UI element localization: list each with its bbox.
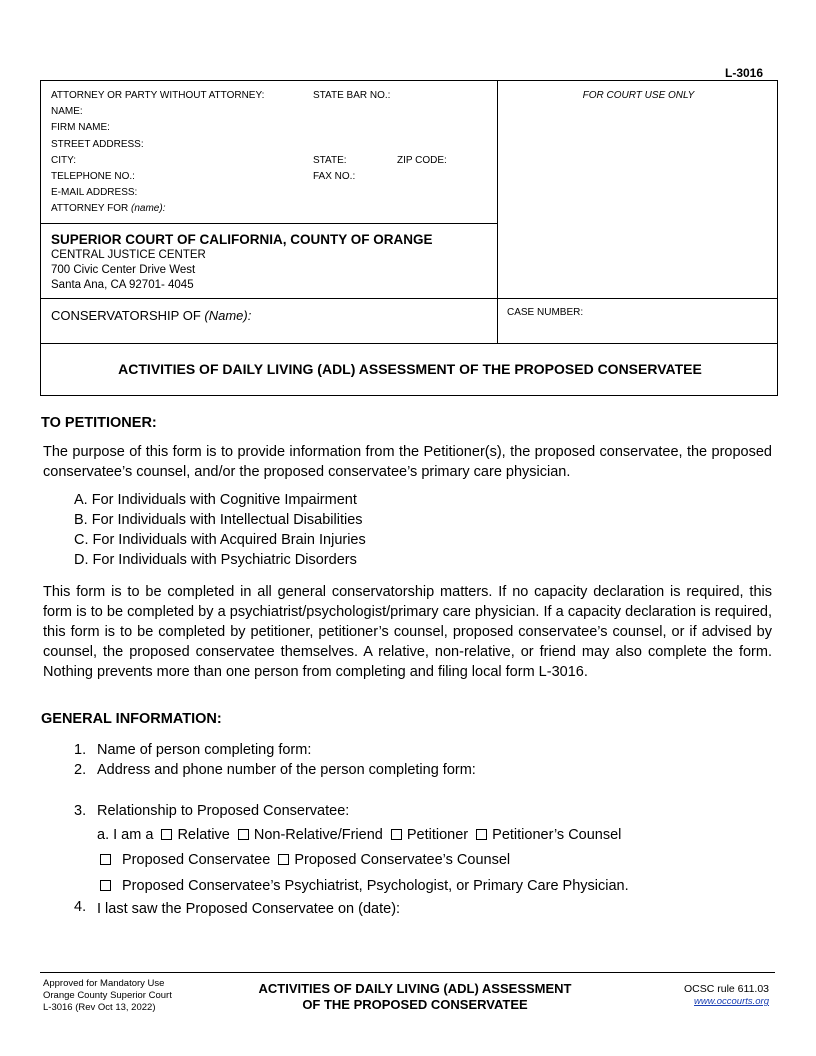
petitioner-checkbox[interactable] xyxy=(391,829,402,840)
state-label: STATE: xyxy=(313,154,347,166)
court-city: Santa Ana, CA 92701- 4045 xyxy=(51,279,194,291)
case-number-label: CASE NUMBER: xyxy=(507,307,584,318)
list-item: C. For Individuals with Acquired Brain Injuries xyxy=(74,532,366,548)
court-name: SUPERIOR COURT OF CALIFORNIA, COUNTY OF ORANGE xyxy=(51,232,433,247)
instructions-text: This form is to be completed in all general conservatorship matters. If no capacity declaration is required, this form is to be completed by a psychiatrist/psychologist/primary care physician. If a capacity declaration is required, this form is to be completed by petitioner, petitioner’s counsel, proposed conservatee’s counsel, or if advised by counsel, the proposed conservatee themselves. A relative, non-relative, or friend may also complete the form. Nothing prevents more than one person from completing and filing local form L-3016. xyxy=(43,584,772,680)
state-bar-label: STATE BAR NO.: xyxy=(313,90,391,101)
footer-title-line-2: OF THE PROPOSED CONSERVATEE xyxy=(302,997,528,1012)
footer-title-line-1: ACTIVITIES OF DAILY LIVING (ADL) ASSESSMENT xyxy=(258,981,572,996)
case-number-box xyxy=(497,298,778,344)
relative-label: Relative xyxy=(177,827,230,843)
q3a-row-3 xyxy=(97,876,629,896)
q3-text: Relationship to Proposed Conservatee: xyxy=(97,803,350,819)
conservatee-counsel-label: Proposed Conservatee’s Counsel xyxy=(294,852,511,868)
q1-text: Name of person completing form: xyxy=(97,742,312,758)
footer-approved-line: Approved for Mandatory Use xyxy=(43,978,165,989)
list-item: A. For Individuals with Cognitive Impairment xyxy=(74,492,357,508)
street-label: STREET ADDRESS: xyxy=(51,138,144,150)
court-street: 700 Civic Center Drive West xyxy=(51,264,196,276)
q3a-prefix: a. I am a xyxy=(97,827,154,843)
q3a-row-2 xyxy=(97,850,510,870)
telephone-label: TELEPHONE NO.: xyxy=(51,171,135,183)
q2-text: Address and phone number of the person completing form: xyxy=(97,762,476,778)
relative-checkbox[interactable] xyxy=(161,829,172,840)
firm-label: FIRM NAME: xyxy=(51,122,110,134)
non-relative-label: Non-Relative/Friend xyxy=(253,827,383,843)
attorney-box xyxy=(40,80,498,224)
title-box xyxy=(40,343,778,396)
footer-title xyxy=(220,981,610,1013)
q3a-row xyxy=(97,825,621,845)
form-title: ACTIVITIES OF DAILY LIVING (ADL) ASSESSMENT OF THE PROPOSED CONSERVATEE xyxy=(118,361,702,377)
name-label: NAME: xyxy=(51,106,83,118)
conservatee-counsel-checkbox[interactable] xyxy=(278,854,289,865)
petitioner-label: Petitioner xyxy=(406,827,469,843)
conservatorship-hint: (Name): xyxy=(204,308,252,323)
attorney-for-label: ATTORNEY FOR xyxy=(51,203,129,215)
q2-number: 2. xyxy=(74,762,87,778)
petitioners-counsel-label: Petitioner’s Counsel xyxy=(492,827,622,843)
q4-number: 4. xyxy=(74,899,87,915)
footer-revision: L-3016 (Rev Oct 13, 2022) xyxy=(43,1002,156,1013)
city-label: CITY: xyxy=(51,154,77,166)
footer-rule xyxy=(40,972,775,973)
footer-court-line: Orange County Superior Court xyxy=(43,990,172,1001)
disability-list xyxy=(74,490,574,570)
to-petitioner-heading: TO PETITIONER: xyxy=(41,415,157,431)
list-item: D. For Individuals with Psychiatric Disorders xyxy=(74,552,357,568)
q3-number: 3. xyxy=(74,803,87,819)
purpose-text: The purpose of this form is to provide information from the Petitioner(s), the proposed conservatee, the proposed conservatee’s counsel, and/or the proposed conservatee’s primary care physician. xyxy=(43,444,772,480)
attorney-label: ATTORNEY OR PARTY WITHOUT ATTORNEY: xyxy=(51,90,265,101)
fax-label: FAX NO.: xyxy=(313,171,356,183)
footer-right xyxy=(640,982,769,1008)
conservatorship-label: CONSERVATORSHIP OF xyxy=(51,308,201,323)
court-center: CENTRAL JUSTICE CENTER xyxy=(51,249,206,261)
form-number: L-3016 xyxy=(725,66,764,80)
proposed-conservatee-label: Proposed Conservatee xyxy=(122,852,271,868)
conservatorship-box xyxy=(40,298,498,344)
petitioners-counsel-checkbox[interactable] xyxy=(476,829,487,840)
q1-number: 1. xyxy=(74,742,87,758)
court-use-label: FOR COURT USE ONLY xyxy=(582,90,695,101)
email-label: E-MAIL ADDRESS: xyxy=(51,187,138,199)
footer-rule-number: OCSC rule 611.03 xyxy=(683,983,769,995)
attorney-for-hint: (name): xyxy=(131,203,166,215)
zip-label: ZIP CODE: xyxy=(397,154,447,166)
court-box xyxy=(40,223,498,299)
footer-approval xyxy=(43,978,172,1014)
website-link[interactable]: www.occourts.org xyxy=(694,996,769,1007)
q4-text: I last saw the Proposed Conservatee on (date): xyxy=(97,901,401,917)
general-heading: GENERAL INFORMATION: xyxy=(41,711,222,727)
list-item: B. For Individuals with Intellectual Disabilities xyxy=(74,512,363,528)
physician-checkbox[interactable] xyxy=(100,880,111,891)
non-relative-checkbox[interactable] xyxy=(238,829,249,840)
proposed-conservatee-checkbox[interactable] xyxy=(100,854,111,865)
physician-label: Proposed Conservatee’s Psychiatrist, Psychologist, or Primary Care Physician. xyxy=(122,878,629,894)
court-use-box xyxy=(497,80,778,299)
